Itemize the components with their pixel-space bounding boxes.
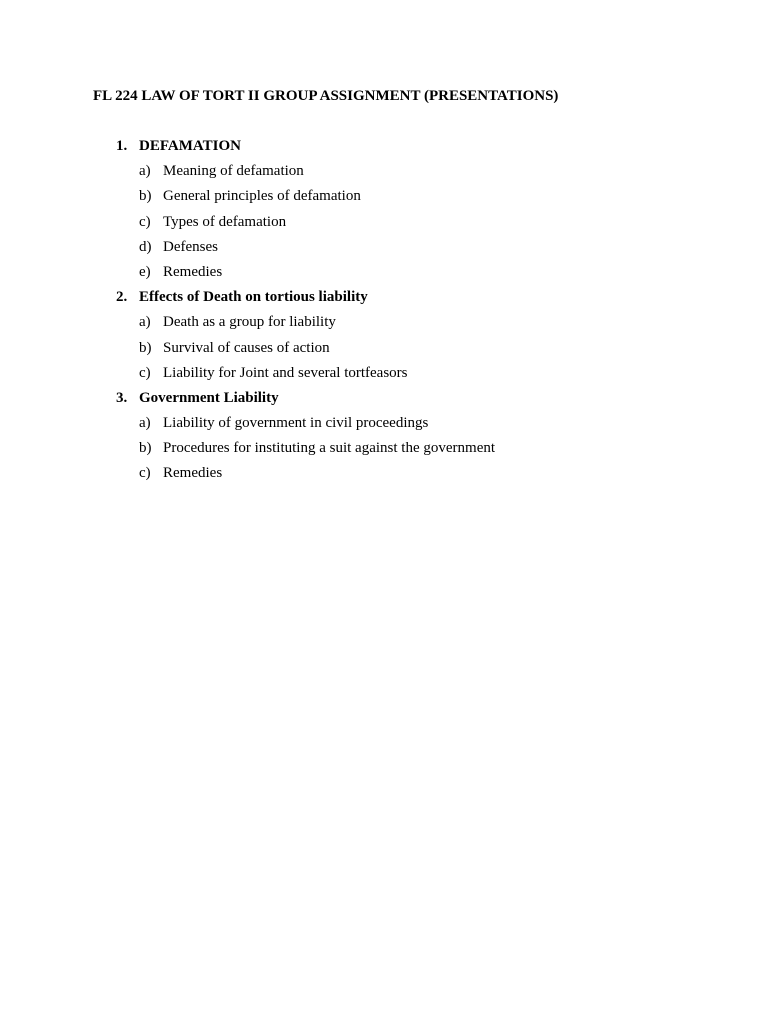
item-text: Meaning of defamation [163,163,304,180]
item-text: Defenses [163,238,218,255]
item-letter: c) [139,465,151,482]
section-number: 1. [116,138,128,154]
section-number: 2. [116,289,128,306]
item-text: Remedies [163,465,223,482]
item-letter: c) [139,364,151,381]
list-item [0,414,768,439]
assignment-outline [0,137,768,490]
item-text: Death as a group for liability [163,314,336,331]
item-text: Survival of causes of action [163,339,330,356]
list-item [0,464,768,489]
item-text: General principles of defamation [163,188,361,205]
item-letter: e) [139,263,151,280]
section-heading: Effects of Death on tortious liability [139,289,368,306]
list-item [0,364,768,389]
item-letter: b) [139,440,152,457]
item-text: Remedies [163,263,223,280]
item-text: Procedures for instituting a suit against the government [163,440,496,457]
item-text: Liability for Joint and several tortfeasors [163,364,408,381]
list-item [0,339,768,364]
section-heading-row [0,137,768,162]
section-heading: DEFAMATION [139,138,241,154]
item-text: Types of defamation [163,213,287,230]
item-letter: a) [139,314,151,331]
section-number: 3. [116,389,128,406]
list-item [0,213,768,238]
section-heading-row [0,288,768,313]
item-letter: c) [139,213,151,230]
item-letter: b) [139,188,152,205]
item-letter: a) [139,415,151,432]
item-letter: d) [139,238,152,255]
list-item [0,162,768,187]
list-item [0,263,768,288]
item-letter: b) [139,339,152,356]
list-item [0,439,768,464]
item-letter: a) [139,163,151,180]
section-heading-row [0,389,768,414]
list-item [0,187,768,212]
section-heading: Government Liability [139,389,279,406]
item-text: Liability of government in civil proceedings [163,415,429,432]
list-item [0,313,768,338]
list-item [0,238,768,263]
document-title: FL 224 LAW OF TORT II GROUP ASSIGNMENT (PRESENTATIONS) [93,88,559,104]
